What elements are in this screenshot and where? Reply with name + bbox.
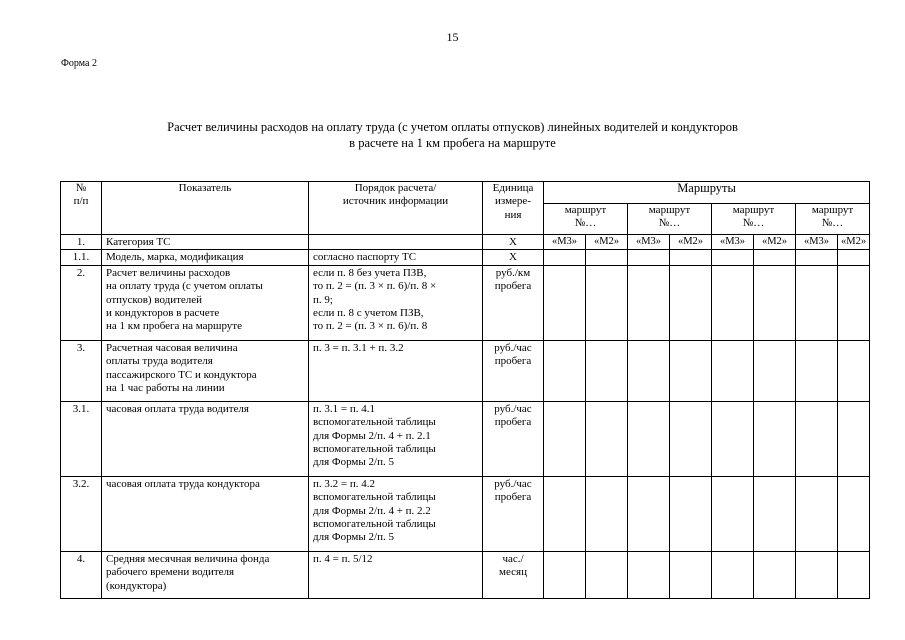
indicator-cell-line: рабочего времени водителя — [106, 566, 235, 579]
route-value-cell: «М3» — [628, 235, 670, 250]
order-cell-line: вспомогательной таблицы — [313, 416, 436, 429]
indicator-cell — [102, 551, 309, 598]
row-number: 3. — [61, 340, 102, 401]
indicator-cell-line: пассажирского ТС и кондуктора — [106, 368, 257, 381]
header-route-3: маршрут №… — [712, 204, 796, 235]
unit-cell — [483, 551, 544, 598]
order-cell-line: вспомогательной таблицы — [313, 518, 436, 531]
route-value-cell — [754, 340, 796, 401]
document-title — [0, 119, 905, 151]
order-cell — [309, 340, 483, 401]
indicator-cell-line: Модель, марка, модификация — [106, 251, 244, 264]
route-value-cell — [754, 250, 796, 265]
table-row — [61, 551, 870, 598]
indicator-cell — [102, 235, 309, 250]
route-value-cell: «М3» — [712, 235, 754, 250]
unit-cell-line: пробега — [494, 280, 532, 293]
route-value-cell — [754, 265, 796, 340]
indicator-cell-line: оплаты труда водителя — [106, 355, 213, 368]
header-route-2: маршрут №… — [628, 204, 712, 235]
route-value-cell: «М2» — [670, 235, 712, 250]
row-number: 1.1. — [61, 250, 102, 265]
header-route-1: маршрут №… — [544, 204, 628, 235]
indicator-cell-line: часовая оплата труда кондуктора — [106, 477, 260, 490]
route-value-cell — [628, 250, 670, 265]
header-routes: Маршруты — [544, 182, 870, 204]
order-cell-line: п. 4 = п. 5/12 — [313, 552, 373, 565]
route-value-cell — [754, 476, 796, 551]
route-value-cell — [586, 401, 628, 476]
route-value-cell — [586, 476, 628, 551]
unit-cell-line: месяц — [499, 566, 527, 579]
unit-cell-line: руб./час — [494, 477, 532, 490]
title-line-1: Расчет величины расходов на оплату труда (с учетом оплаты отпусков) линейных водителей и кондукторов — [167, 120, 738, 134]
unit-cell-line: Х — [509, 251, 517, 264]
route-value-cell — [544, 401, 586, 476]
route-value-cell — [712, 340, 754, 401]
unit-cell — [483, 476, 544, 551]
title-line-2: в расчете на 1 км пробега на маршруте — [349, 136, 556, 150]
unit-cell — [483, 265, 544, 340]
route-value-cell — [544, 250, 586, 265]
order-cell-line: п. 3.1 = п. 4.1 — [313, 402, 375, 415]
row-number: 2. — [61, 265, 102, 340]
table-row — [61, 476, 870, 551]
indicator-cell-line: на 1 час работы на линии — [106, 382, 225, 395]
route-value-cell — [586, 340, 628, 401]
order-cell — [309, 265, 483, 340]
route-value-cell — [838, 340, 870, 401]
unit-cell-line: час./ — [502, 552, 524, 565]
table-row — [61, 401, 870, 476]
indicator-cell — [102, 476, 309, 551]
route-value-cell — [670, 401, 712, 476]
route-value-cell: «М2» — [838, 235, 870, 250]
route-value-cell — [796, 340, 838, 401]
route-value-cell — [838, 401, 870, 476]
unit-cell — [483, 250, 544, 265]
route-value-cell — [586, 250, 628, 265]
calculation-table — [60, 181, 870, 599]
route-value-cell — [670, 476, 712, 551]
indicator-cell — [102, 340, 309, 401]
table-row — [61, 265, 870, 340]
route-value-cell: «М2» — [586, 235, 628, 250]
route-value-cell — [838, 265, 870, 340]
route-value-cell — [712, 476, 754, 551]
order-cell — [309, 401, 483, 476]
indicator-cell-line: и кондукторов в расчете — [106, 307, 220, 320]
indicator-cell — [102, 401, 309, 476]
order-cell-line: согласно паспорту ТС — [313, 251, 417, 264]
indicator-cell-line: Средняя месячная величина фонда — [106, 552, 270, 565]
order-cell-line: для Формы 2/п. 4 + п. 2.2 — [313, 504, 431, 517]
route-value-cell — [712, 250, 754, 265]
route-value-cell — [838, 476, 870, 551]
indicator-cell-line: Категория ТС — [106, 236, 171, 248]
route-value-cell — [712, 401, 754, 476]
unit-cell — [483, 235, 544, 250]
order-cell — [309, 476, 483, 551]
row-number: 1. — [61, 235, 102, 250]
route-value-cell — [670, 340, 712, 401]
unit-cell-line: руб./км — [495, 266, 531, 279]
indicator-cell-line: отпусков) водителей — [106, 293, 203, 306]
indicator-cell-line: на 1 км пробега на маршруте — [106, 320, 242, 333]
route-value-cell — [796, 551, 838, 598]
indicator-cell-line: (кондуктора) — [106, 579, 167, 592]
header-indicator: Показатель — [102, 182, 309, 235]
order-cell-line: вспомогательной таблицы — [313, 491, 436, 504]
unit-cell — [483, 340, 544, 401]
order-cell-line: для Формы 2/п. 4 + п. 2.1 — [313, 429, 431, 442]
route-value-cell — [670, 265, 712, 340]
table-row — [61, 250, 870, 265]
row-number: 4. — [61, 551, 102, 598]
order-cell-line: вспомогательной таблицы — [313, 443, 436, 456]
route-value-cell — [628, 401, 670, 476]
unit-cell-line: пробега — [494, 355, 532, 368]
unit-cell-line: руб./час — [494, 402, 532, 415]
unit-cell-line: руб./час — [494, 341, 532, 354]
route-value-cell — [754, 551, 796, 598]
route-value-cell — [838, 551, 870, 598]
route-value-cell — [796, 265, 838, 340]
order-cell-line: п. 3 = п. 3.1 + п. 3.2 — [313, 341, 404, 354]
order-cell-line: для Формы 2/п. 5 — [313, 531, 394, 544]
route-value-cell — [544, 265, 586, 340]
form-label: Форма 2 — [61, 58, 97, 69]
route-value-cell — [796, 250, 838, 265]
route-value-cell — [628, 340, 670, 401]
order-cell — [309, 250, 483, 265]
route-value-cell — [544, 340, 586, 401]
indicator-cell — [102, 265, 309, 340]
route-value-cell — [712, 551, 754, 598]
order-cell-line: если п. 8 с учетом ПЗВ, — [313, 307, 424, 320]
unit-cell-line: пробега — [494, 416, 532, 429]
route-value-cell — [586, 265, 628, 340]
route-value-cell — [712, 265, 754, 340]
order-cell — [309, 551, 483, 598]
route-value-cell — [586, 551, 628, 598]
route-value-cell — [754, 401, 796, 476]
indicator-cell-line: часовая оплата труда водителя — [106, 402, 249, 415]
route-value-cell — [796, 476, 838, 551]
route-value-cell — [796, 401, 838, 476]
order-cell-line: если п. 8 без учета ПЗВ, — [313, 266, 427, 279]
route-value-cell: «М3» — [796, 235, 838, 250]
indicator-cell-line: Расчетная часовая величина — [106, 341, 238, 354]
table-row — [61, 340, 870, 401]
header-unit: Единица измере- ния — [483, 182, 544, 235]
row-number: 3.2. — [61, 476, 102, 551]
order-cell-line: для Формы 2/п. 5 — [313, 456, 394, 469]
route-value-cell: «М2» — [754, 235, 796, 250]
header-route-4: маршрут №… — [796, 204, 870, 235]
header-order: Порядок расчета/ источник информации — [309, 182, 483, 235]
table-body — [61, 235, 870, 599]
order-cell-line: то п. 2 = (п. 3 × п. 6)/п. 8 × — [313, 280, 437, 293]
route-value-cell — [670, 250, 712, 265]
table-row — [61, 235, 870, 250]
indicator-cell — [102, 250, 309, 265]
route-value-cell — [670, 551, 712, 598]
route-value-cell — [838, 250, 870, 265]
unit-cell-line: Х — [509, 236, 517, 248]
route-value-cell — [544, 551, 586, 598]
order-cell — [309, 235, 483, 250]
route-value-cell — [628, 476, 670, 551]
route-value-cell — [628, 265, 670, 340]
unit-cell — [483, 401, 544, 476]
header-num: № п/п — [61, 182, 102, 235]
route-value-cell — [628, 551, 670, 598]
route-value-cell — [544, 476, 586, 551]
row-number: 3.1. — [61, 401, 102, 476]
indicator-cell-line: на оплату труда (с учетом оплаты — [106, 280, 263, 293]
unit-cell-line: пробега — [494, 491, 532, 504]
order-cell-line: то п. 2 = (п. 3 × п. 6)/п. 8 — [313, 320, 428, 333]
indicator-cell-line: Расчет величины расходов — [106, 266, 231, 279]
order-cell-line: п. 3.2 = п. 4.2 — [313, 477, 375, 490]
order-cell-line: п. 9; — [313, 293, 333, 306]
route-value-cell: «М3» — [544, 235, 586, 250]
page-number: 15 — [446, 30, 459, 44]
